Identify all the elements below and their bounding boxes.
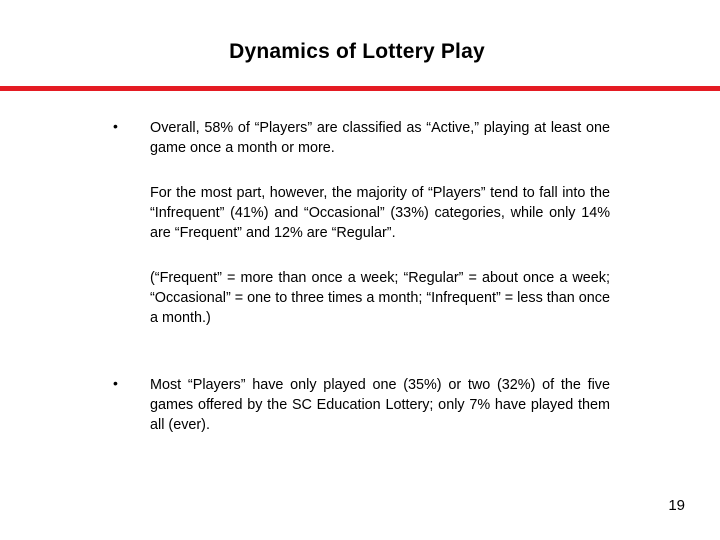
bullet1-paragraph-3: (“Frequent” = more than once a week; “Regular” = about once a week; “Occasional” = one to three times a month; “Infrequent” = less than once a month.) <box>150 270 610 326</box>
bullet1-paragraph-2: For the most part, however, the majority of “Players” tend to fall into the “Infrequent” (41%) and “Occasional” (33%) categories, while only 14% are “Frequent” and 12% are “Regular”. <box>150 185 610 241</box>
bullet1-paragraph-1: Overall, 58% of “Players” are classified as “Active,” playing at least one game once a month or more. <box>150 120 610 156</box>
bullet2-paragraph-1: Most “Players” have only played one (35%) or two (32%) of the five games offered by the SC Education Lottery; only 7% have played them all (ever). <box>150 377 610 433</box>
page-number: 19 <box>668 497 685 514</box>
slide-title: Dynamics of Lottery Play <box>229 40 485 63</box>
bullet-marker-1: • <box>113 118 118 134</box>
title-divider <box>0 86 720 91</box>
bullet-marker-2: • <box>113 375 118 391</box>
